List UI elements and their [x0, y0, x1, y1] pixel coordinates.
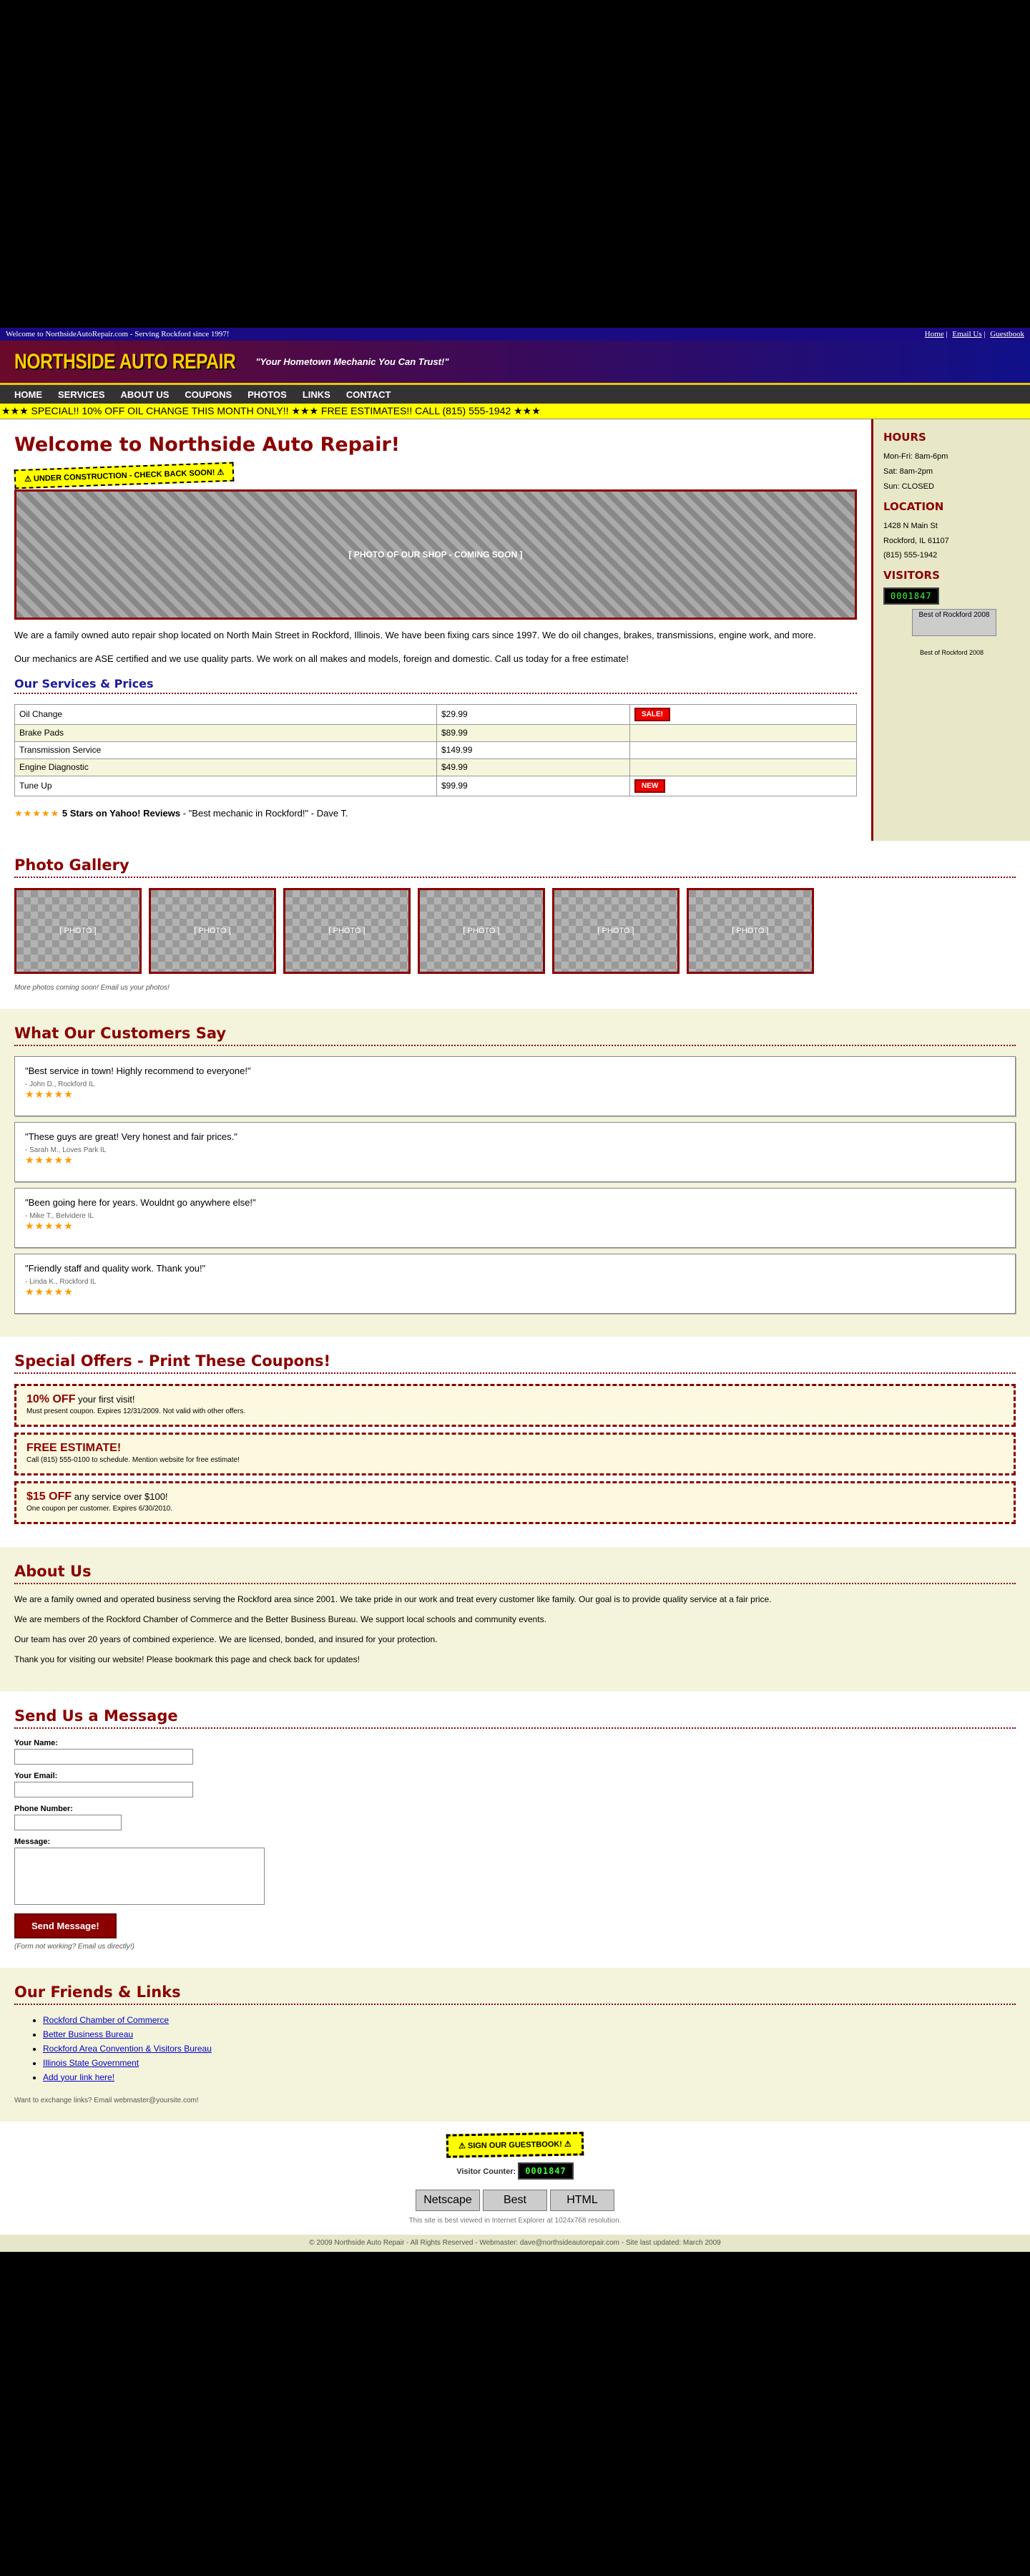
- main-nav: [0, 385, 1030, 404]
- coupon-offer: $15 OFF: [26, 1490, 72, 1503]
- best-badge[interactable]: Best: [483, 2190, 547, 2211]
- star-rating-icon: ★★★★★: [25, 1219, 74, 1231]
- message-textarea[interactable]: [14, 1848, 265, 1905]
- top-bar: [0, 328, 1030, 341]
- special-marquee: [0, 404, 1030, 419]
- visitors-heading: VISITORS: [883, 569, 940, 582]
- star-rating-icon: ★★★★★: [14, 807, 60, 819]
- nav-links[interactable]: LINKS: [302, 389, 330, 400]
- gallery-photo[interactable]: [ PHOTO ]: [14, 888, 142, 974]
- city-line: Rockford, IL 61107: [883, 536, 949, 545]
- welcome-text: Welcome to NorthsideAutoRepair.com - Serving Rockford since 1997!: [6, 330, 230, 338]
- testimonial-author: - John D., Rockford IL: [25, 1080, 95, 1088]
- testimonial-author: - Mike T., Belvidere IL: [25, 1211, 94, 1220]
- sidebar: [871, 419, 1030, 841]
- coupon-card: [14, 1384, 1016, 1427]
- service-badge-cell: [630, 724, 857, 741]
- table-row: [15, 741, 857, 758]
- gallery-section: [0, 841, 1030, 1009]
- service-badge-cell: [630, 741, 857, 758]
- tagline: "Your Hometown Mechanic You Can Trust!": [255, 356, 449, 367]
- hours-list: [883, 449, 1020, 494]
- about-paragraph: Thank you for visiting our website! Please bookmark this page and check back for updates!: [14, 1654, 360, 1664]
- list-item: [43, 2072, 1016, 2082]
- friend-link[interactable]: Rockford Area Convention & Visitors Bureau: [43, 2043, 212, 2054]
- coupon-offer: FREE ESTIMATE!: [26, 1441, 122, 1454]
- footer: [0, 2122, 1030, 2235]
- visitor-counter-label: Visitor Counter:: [456, 2167, 516, 2176]
- service-badge-cell: [630, 776, 857, 796]
- nav-home[interactable]: HOME: [14, 389, 42, 400]
- services-table: [14, 704, 857, 796]
- service-price: $149.99: [437, 741, 630, 758]
- star-rating-icon: ★★★★★: [25, 1088, 74, 1100]
- shop-photo-placeholder: [14, 489, 857, 620]
- coupon-fine-print: Call (815) 555-0100 to schedule. Mention website for free estimate!: [26, 1455, 240, 1464]
- award-caption: Best of Rockford 2008: [919, 649, 984, 657]
- about-paragraph: We are a family owned and operated business serving the Rockford area since 2001. We take pride in our work and treat every customer like family. Our goal is to provide quality service at a fair price.: [14, 1594, 772, 1604]
- testimonial-quote: "These guys are great! Very honest and fair prices.": [25, 1131, 237, 1142]
- service-price: $29.99: [437, 704, 630, 724]
- badge-buttons: [0, 2190, 1030, 2211]
- coupon-offer: 10% OFF: [26, 1392, 76, 1405]
- coupon-card: [14, 1433, 1016, 1475]
- testimonial-card: [14, 1188, 1016, 1248]
- visitor-counter: 0001847: [518, 2162, 574, 2180]
- table-row: [15, 724, 857, 741]
- gallery-note: More photos coming soon! Email us your photos!: [14, 983, 170, 992]
- service-price: $89.99: [437, 724, 630, 741]
- hours-line: Mon-Fri: 8am-6pm: [883, 452, 948, 461]
- service-name: Transmission Service: [15, 741, 437, 758]
- name-field[interactable]: [14, 1749, 193, 1765]
- contact-heading: Send Us a Message: [14, 1707, 1016, 1729]
- hours-line: Sat: 8am-2pm: [883, 467, 933, 476]
- hours-line: Sun: CLOSED: [883, 482, 934, 491]
- content-column: [0, 419, 871, 841]
- list-item: [43, 2015, 1016, 2025]
- table-row: [15, 758, 857, 776]
- coupons-section: [0, 1337, 1030, 1547]
- table-row: [15, 704, 857, 724]
- yahoo-review: [14, 808, 857, 819]
- coupon-detail: any service over $100!: [72, 1491, 168, 1502]
- nav-photos[interactable]: PHOTOS: [247, 389, 287, 400]
- top-link-guestbook[interactable]: Guestbook: [990, 330, 1024, 338]
- links-heading: Our Friends & Links: [14, 1984, 1016, 2005]
- testimonial-quote: "Been going here for years. Wouldnt go anywhere else!": [25, 1196, 256, 1208]
- form-note: (Form not working? Email us directly!): [14, 1942, 134, 1951]
- photo-gallery: [14, 888, 1016, 974]
- nav-contact[interactable]: CONTACT: [345, 389, 391, 400]
- testimonials-heading: What Our Customers Say: [14, 1025, 1016, 1046]
- coupon-card: [14, 1481, 1016, 1524]
- footer-counter-row: [0, 2162, 1030, 2180]
- guestbook-button[interactable]: ⚠ SIGN OUR GUESTBOOK! ⚠: [446, 2132, 584, 2157]
- service-name: Engine Diagnostic: [15, 758, 437, 776]
- service-name: Brake Pads: [15, 724, 437, 741]
- location-heading: LOCATION: [883, 499, 944, 513]
- phone-label: Phone Number:: [14, 1804, 73, 1813]
- testimonial-card: [14, 1122, 1016, 1182]
- gallery-photo[interactable]: [ PHOTO ]: [552, 888, 680, 974]
- phone-line: (815) 555-1942: [883, 551, 938, 560]
- nav-about[interactable]: ABOUT US: [120, 389, 170, 400]
- gallery-photo[interactable]: [ PHOTO ]: [418, 888, 545, 974]
- star-rating-icon: ★★★★★: [25, 1153, 74, 1166]
- review-source: 5 Stars on Yahoo! Reviews: [62, 807, 181, 819]
- friend-link[interactable]: Rockford Chamber of Commerce: [43, 2014, 170, 2025]
- phone-field[interactable]: [14, 1815, 122, 1830]
- star-rating-icon: ★★★★★: [25, 1285, 74, 1297]
- gallery-photo[interactable]: [ PHOTO ]: [149, 888, 276, 974]
- testimonial-card: [14, 1254, 1016, 1314]
- intro-paragraph-2: Our mechanics are ASE certified and we use quality parts. We work on all makes and models, foreign and domestic. Call us today for a free estimate!: [14, 653, 629, 664]
- testimonial-card: [14, 1056, 1016, 1116]
- testimonial-quote: "Best service in town! Highly recommend to everyone!": [25, 1065, 251, 1076]
- about-heading: About Us: [14, 1563, 1016, 1584]
- sale-badge: SALE!: [634, 708, 670, 721]
- links-note: Want to exchange links? Email webmaster@yoursite.com!: [14, 2096, 199, 2104]
- testimonial-author: - Sarah M., Loves Park IL: [25, 1146, 107, 1154]
- gallery-heading: Photo Gallery: [14, 857, 1016, 878]
- copyright-bar: [0, 2235, 1030, 2252]
- copyright-text: © 2009 Northside Auto Repair - All Rights Reserved - Webmaster: dave@northsideautorepair.com - Site last updated: March 2009: [309, 2239, 721, 2248]
- shop-photo-caption: [ PHOTO OF OUR SHOP - COMING SOON ]: [348, 550, 523, 560]
- coupon-fine-print: Must present coupon. Expires 12/31/2009. Not valid with other offers.: [26, 1407, 246, 1415]
- site-logo[interactable]: NORTHSIDE AUTO REPAIR: [14, 349, 236, 374]
- service-badge-cell: [630, 704, 857, 724]
- links-section: [0, 1968, 1030, 2122]
- contact-section: [0, 1692, 1030, 1968]
- page: [0, 328, 1030, 2252]
- review-quote: - "Best mechanic in Rockford!" - Dave T.: [180, 807, 348, 819]
- friend-link[interactable]: Illinois State Government: [43, 2057, 139, 2068]
- netscape-badge[interactable]: Netscape: [416, 2190, 480, 2211]
- coupon-fine-print: One coupon per customer. Expires 6/30/2010.: [26, 1504, 173, 1513]
- top-links: Home | Email Us | Guestbook: [924, 330, 1024, 338]
- service-name: Tune Up: [15, 776, 437, 796]
- service-badge-cell: [630, 758, 857, 776]
- nav-coupons[interactable]: COUPONS: [185, 389, 232, 400]
- testimonials-section: [0, 1009, 1030, 1337]
- main-area: [0, 419, 1030, 841]
- about-paragraph: Our team has over 20 years of combined experience. We are licensed, bonded, and insured for your protection.: [14, 1634, 438, 1644]
- intro-paragraph-1: We are a family owned auto repair shop located on North Main Street in Rockford, Illinois. We have been fixing cars since 1997. We do oil changes, brakes, transmissions, engine work, and more.: [14, 630, 816, 640]
- nav-services[interactable]: SERVICES: [58, 389, 105, 400]
- html-badge[interactable]: HTML: [550, 2190, 614, 2211]
- service-name: Oil Change: [15, 704, 437, 724]
- award-image: Best of Rockford 2008: [912, 609, 996, 636]
- location-list: [883, 519, 1020, 564]
- gallery-photo[interactable]: [ PHOTO ]: [283, 888, 411, 974]
- address-line: 1428 N Main St: [883, 521, 938, 530]
- best-viewed-note: This site is best viewed in Internet Explorer at 1024x768 resolution.: [408, 2216, 622, 2225]
- friend-link[interactable]: Better Business Bureau: [43, 2029, 134, 2039]
- message-label: Message:: [14, 1837, 51, 1846]
- table-row: [15, 776, 857, 796]
- services-heading: Our Services & Prices: [14, 677, 857, 694]
- list-item: [43, 2044, 1016, 2054]
- friend-link[interactable]: Add your link here!: [43, 2072, 115, 2082]
- site-header: [0, 341, 1030, 385]
- testimonial-quote: "Friendly staff and quality work. Thank you!": [25, 1262, 206, 1274]
- hours-heading: HOURS: [883, 431, 926, 444]
- top-link-home[interactable]: Home: [924, 330, 944, 338]
- coupons-heading: Special Offers - Print These Coupons!: [14, 1352, 1016, 1374]
- gallery-photo[interactable]: [ PHOTO ]: [687, 888, 814, 974]
- service-price: $99.99: [437, 776, 630, 796]
- visitor-counter: 0001847: [883, 587, 939, 605]
- marquee-text: ★★★ SPECIAL!! 10% OFF OIL CHANGE THIS MONTH ONLY!! ★★★ FREE ESTIMATES!! CALL (815) 555-1942 ★★★: [1, 405, 541, 416]
- new-badge: NEW: [634, 779, 665, 793]
- about-section: [0, 1547, 1030, 1692]
- under-construction-badge: ⚠ UNDER CONSTRUCTION - CHECK BACK SOON! ⚠: [14, 462, 235, 489]
- name-label: Your Name:: [14, 1738, 58, 1747]
- coupon-detail: your first visit!: [75, 1393, 135, 1405]
- email-field[interactable]: [14, 1782, 193, 1797]
- links-list: [43, 2015, 1016, 2082]
- email-label: Your Email:: [14, 1771, 58, 1780]
- top-link-email[interactable]: Email Us: [952, 330, 982, 338]
- send-message-button[interactable]: Send Message!: [14, 1913, 117, 1938]
- service-price: $49.99: [437, 758, 630, 776]
- page-title: Welcome to Northside Auto Repair!: [14, 434, 401, 456]
- testimonial-author: - Linda K., Rockford IL: [25, 1277, 97, 1286]
- list-item: [43, 2029, 1016, 2039]
- list-item: [43, 2058, 1016, 2068]
- about-paragraph: We are members of the Rockford Chamber of Commerce and the Better Business Bureau. We support local schools and community events.: [14, 1614, 546, 1624]
